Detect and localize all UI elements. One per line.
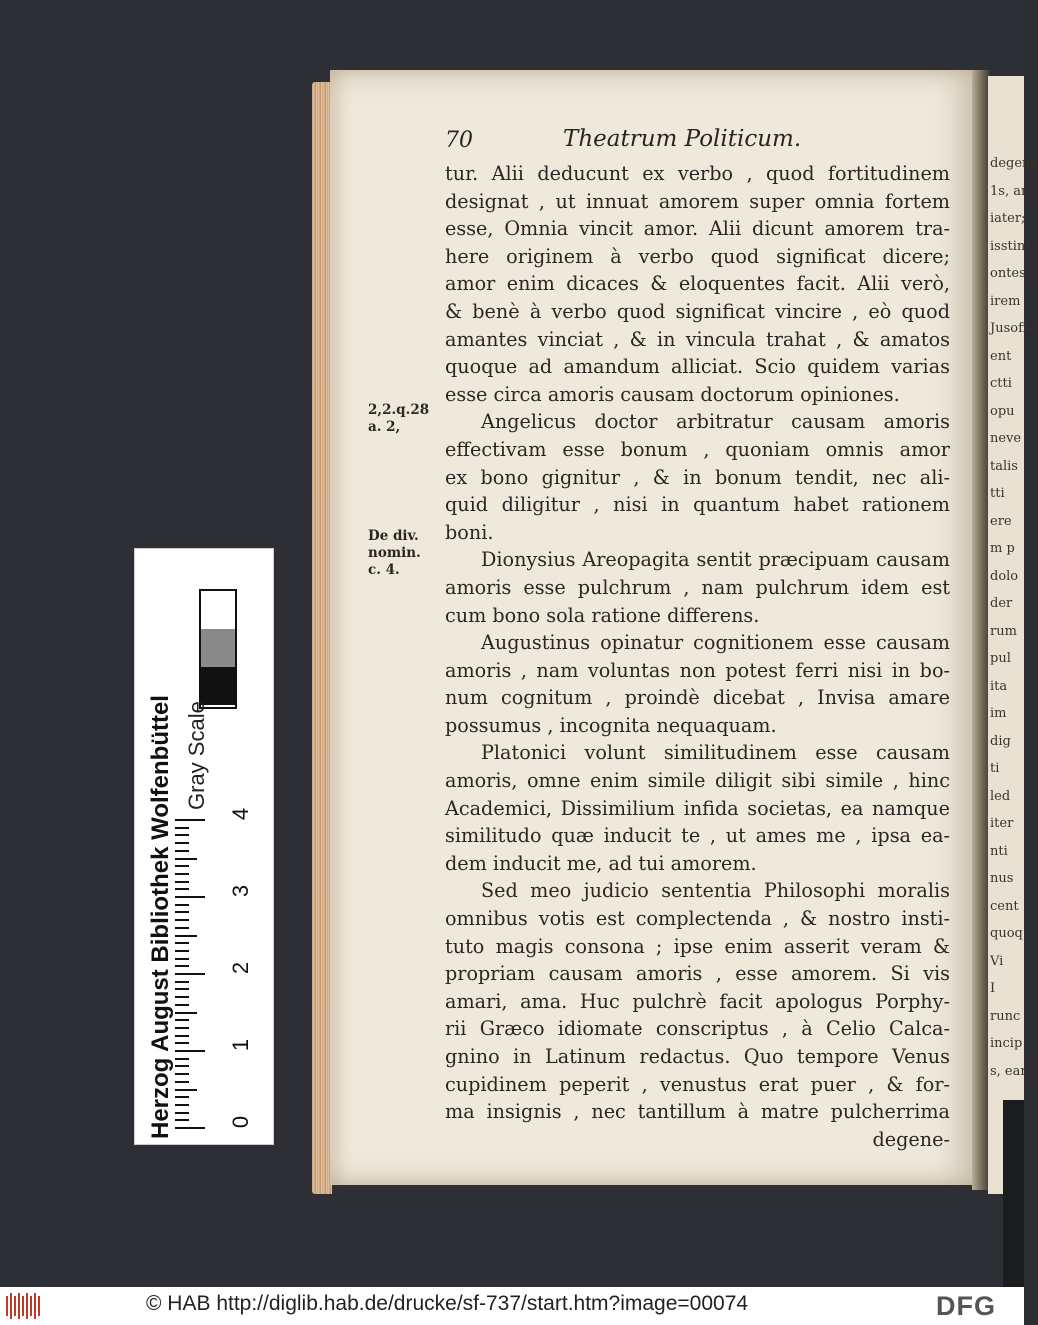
facing-page-fragment: dig <box>990 733 1011 749</box>
ruler-tick <box>175 819 205 821</box>
facing-page-fragment: opu <box>990 403 1015 419</box>
facing-page-fragment: 1s, ar <box>990 183 1028 199</box>
ruler-tick <box>175 1127 205 1129</box>
text-line: ex bono gignitur , & in bonum tendit, nec ali- <box>445 465 950 489</box>
facing-page-fragment: nus <box>990 871 1014 886</box>
text-line: Sed meo judicio sententia Philosophi moralis <box>481 879 950 903</box>
text-line: quid diligitur , nisi in quantum habet rationem <box>445 493 950 517</box>
text-line: possumus , incognita nequaquam. <box>445 713 777 737</box>
margin-note-line: a. 2, <box>368 419 401 435</box>
margin-note-line: nomin. <box>368 545 421 561</box>
text-line: omnibus votis est complectenda , & nostro insti- <box>445 907 950 931</box>
ruler-tick <box>175 1089 197 1091</box>
margin-note-line: 2,2.q.28 <box>368 402 430 418</box>
facing-page-fragment: ent <box>990 348 1012 364</box>
body-text <box>445 160 950 1153</box>
hab-logo-icon <box>6 1293 42 1319</box>
gray-swatch-white <box>201 591 235 629</box>
facing-page-fragment: ere <box>990 513 1012 529</box>
ruler-number: 3 <box>228 884 254 898</box>
facing-page-fragment: neve <box>990 431 1022 446</box>
gray-scale-swatches <box>199 589 237 709</box>
facing-page-fragment: irem <box>990 293 1021 309</box>
text-line: Augustinus opinatur cognitionem esse causam <box>481 631 950 655</box>
text-line: tur. Alii deducunt ex verbo , quod fortitudinem <box>445 162 950 185</box>
ruler-number: 4 <box>228 807 254 821</box>
facing-page-fragment: ctti <box>990 376 1012 391</box>
ruler-tick <box>175 865 189 867</box>
facing-page <box>988 76 1038 1194</box>
ruler-tick <box>175 919 189 921</box>
ruler-tick <box>175 1073 189 1075</box>
book-page-edges <box>312 82 332 1194</box>
ruler-tick <box>175 927 189 929</box>
text-line: degene- <box>872 1127 950 1151</box>
text-line: amoris , nam voluntas non potest ferri nisi in bo- <box>445 658 950 682</box>
ruler-tick <box>175 911 189 913</box>
facing-page-fragment: talis <box>990 458 1018 474</box>
gray-scale-label: Gray Scale <box>184 701 209 810</box>
ruler-number: 1 <box>228 1038 254 1052</box>
dfg-logo: DFG <box>936 1291 996 1321</box>
margin-note-line: De div. <box>368 528 419 544</box>
ruler-tick <box>175 834 189 836</box>
facing-page-fragment: isstint <box>990 238 1031 254</box>
book-cover-edge <box>1003 1100 1024 1290</box>
facing-page-fragment: ita <box>990 678 1008 694</box>
ruler-tick <box>175 850 189 852</box>
text-line: amantes vinciat , & in vincula trahat , & amatos <box>445 327 950 351</box>
ruler-tick <box>175 904 189 906</box>
ruler-tick <box>175 888 189 890</box>
ruler-tick <box>175 1081 189 1083</box>
text-line: cupidinem peperit , venustus erat puer , & for- <box>445 1072 950 1096</box>
ruler-tick <box>175 996 189 998</box>
ruler-tick <box>175 1035 189 1037</box>
text-line: boni. <box>445 520 494 544</box>
margin-note-2 <box>368 528 448 579</box>
facing-page-fragment: der <box>990 596 1013 611</box>
text-line: Dionysius Areopagita sentit præcipuam causam <box>481 548 950 572</box>
facing-page-fragment: iater; <box>990 211 1026 226</box>
facing-page-fragment: quoq <box>990 926 1023 941</box>
ruler-number: 2 <box>228 961 254 975</box>
text-line: amoris esse pulchrum , nam pulchrum idem est <box>445 575 950 599</box>
text-line: gnino in Latinum redactus. Quo tempore Venus <box>445 1045 950 1068</box>
ruler-tick <box>175 1119 189 1121</box>
text-line: & benè à verbo quod significat vincire , eò quod <box>445 299 950 323</box>
facing-page-fragment: rum <box>990 623 1017 639</box>
ruler-tick <box>175 873 189 875</box>
facing-page-fragment: runc <box>990 1008 1021 1024</box>
ruler-tick <box>175 827 189 829</box>
facing-page-fragment: tti <box>990 486 1005 501</box>
color-ruler <box>134 548 274 1145</box>
ruler-tick <box>175 1004 189 1006</box>
ruler-tick <box>175 1112 189 1114</box>
facing-page-fragment: ontes <box>990 266 1026 281</box>
text-line: Academici, Dissimilium infida societas, ea namque <box>445 796 950 820</box>
footer-bar <box>0 1287 1024 1325</box>
ruler-tick <box>175 1096 189 1098</box>
ruler-tick <box>175 842 189 844</box>
ruler-tick <box>175 988 189 990</box>
ruler-number: 0 <box>228 1115 254 1129</box>
running-title: Theatrum Politicum. <box>563 126 802 152</box>
ruler-tick <box>175 1050 205 1052</box>
text-line: esse, Omnia vincit amor. Alii dicunt amorem tra- <box>445 217 950 241</box>
ruler-tick <box>175 1027 189 1029</box>
citation-link[interactable]: © HAB http://diglib.hab.de/drucke/sf-737/start.htm?image=00074 <box>146 1292 749 1315</box>
text-line: effectivam esse bonum , quoniam omnis amor <box>445 437 950 461</box>
text-line: designat , ut innuat amorem super omnia fortem <box>445 189 950 213</box>
ruler-tick <box>175 950 189 952</box>
text-line: quoque ad amandum alliciat. Scio quidem varias <box>445 355 950 379</box>
facing-page-fragment: iter <box>990 816 1014 831</box>
text-line: here originem à verbo quod significat dicere; <box>445 244 950 268</box>
ruler-institution-name: Herzog August Bibliothek Wolfenbüttel <box>147 695 174 1139</box>
ruler-tick <box>175 965 189 967</box>
ruler-tick <box>175 1019 189 1021</box>
text-line: ma insignis , nec tantillum à matre pulcherrima <box>445 1100 950 1124</box>
facing-page-fragment: nti <box>990 843 1008 859</box>
text-line: rii Græco idiomate conscriptus , à Celio Calca- <box>445 1017 950 1041</box>
text-line: dem inducit me, ad tui amorem. <box>445 851 757 875</box>
ruler-tick <box>175 1104 189 1106</box>
text-line: num cognitum , proindè dicebat , Invisa amare <box>445 686 950 710</box>
facing-page-fragment: degene <box>990 156 1038 171</box>
ruler-tick <box>175 942 189 944</box>
ruler-tick <box>175 973 205 975</box>
text-line: tuto magis consona ; ipse enim asserit veram & <box>445 934 950 958</box>
ruler-tick <box>175 935 197 937</box>
ruler-tick <box>175 958 189 960</box>
ruler-tick <box>175 1042 189 1044</box>
ruler-tick <box>175 858 197 860</box>
text-line: amari, ama. Huc pulchrè facit apologus Porphy- <box>445 989 950 1013</box>
text-line: amor enim dicaces & eloquentes facit. Alii verò, <box>445 272 950 296</box>
ruler-tick <box>175 981 189 983</box>
ruler-tick <box>175 881 189 883</box>
page-header <box>445 126 945 162</box>
text-line: similitudo quæ inducit te , ut ames me , ipsa ea- <box>445 824 950 848</box>
ruler-tick <box>175 1058 189 1060</box>
text-line: Platonici volunt similitudinem esse causam <box>481 741 950 765</box>
facing-page-fragment: Jusoff- <box>990 321 1032 336</box>
facing-page-fragment: I <box>990 981 996 996</box>
margin-note-1 <box>368 402 448 436</box>
facing-page-fragment: cent <box>990 898 1019 914</box>
page-number: 70 <box>445 128 473 153</box>
facing-page-fragment: Vi <box>990 953 1004 969</box>
facing-page-fragment: ti <box>990 761 1000 776</box>
text-line: cum bono sola ratione differens. <box>445 603 760 627</box>
facing-page-fragment: s, ean <box>990 1063 1029 1079</box>
facing-page-fragment: im <box>990 706 1007 721</box>
ruler-tick <box>175 896 205 898</box>
text-line: esse circa amoris causam doctorum opiniones. <box>445 382 900 406</box>
ruler-tick <box>175 1065 189 1067</box>
facing-page-fragment: pul <box>990 651 1011 666</box>
facing-page-fragment: dolo <box>990 568 1019 584</box>
margin-note-line: c. 4. <box>368 562 400 578</box>
ruler-tick <box>175 1012 197 1014</box>
text-line: Angelicus doctor arbitratur causam amoris <box>481 410 950 434</box>
gray-swatch-black <box>201 667 235 705</box>
facing-page-fragment: led <box>990 788 1011 804</box>
gray-swatch-mid <box>201 629 235 667</box>
text-line: propriam causam amoris , esse amorem. Si vis <box>445 962 950 986</box>
facing-page-fragment: m p <box>990 541 1015 556</box>
facing-page-fragment: incip <box>990 1036 1023 1051</box>
text-line: amoris, omne enim simile diligit sibi simile , hinc <box>445 769 950 793</box>
